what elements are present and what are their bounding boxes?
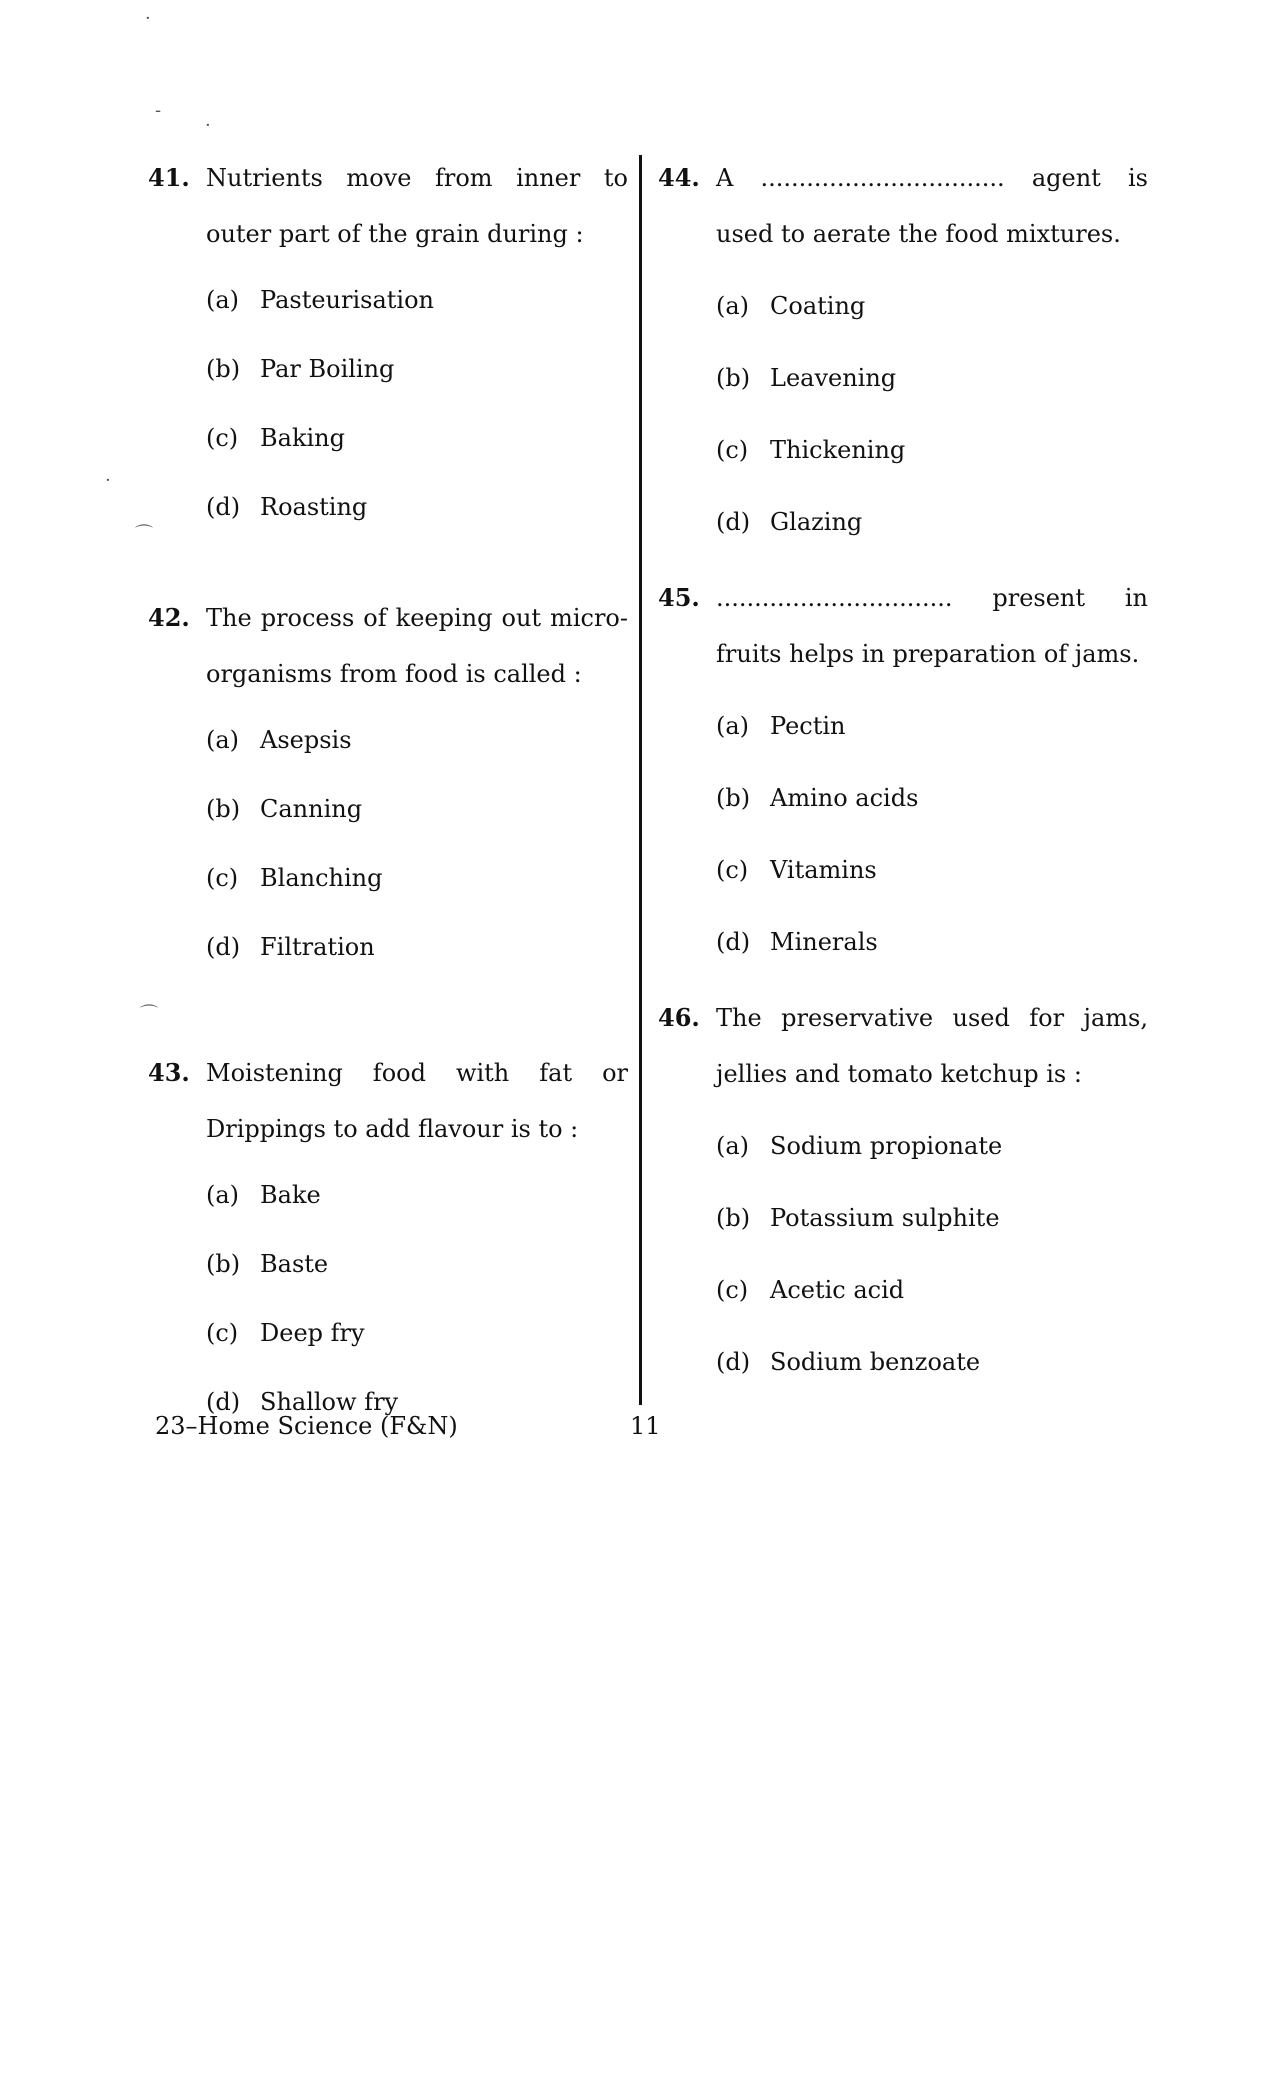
scan-speck: ⌒ <box>135 524 153 545</box>
option-a[interactable] <box>716 690 1148 762</box>
option-text: Sodium benzoate <box>770 1348 981 1376</box>
option-c[interactable] <box>206 1299 628 1368</box>
question-45 <box>658 570 1148 990</box>
option-letter: (d) <box>206 1388 241 1416</box>
option-b[interactable] <box>716 762 1148 834</box>
question-text: The preservative used for jams, jellies and tomato ketchup is : <box>716 1004 1148 1088</box>
option-text: Leavening <box>770 364 897 392</box>
options-list <box>206 1161 628 1437</box>
option-d[interactable] <box>716 1326 1148 1398</box>
option-letter: (b) <box>716 1204 751 1232</box>
option-text: Canning <box>260 795 363 823</box>
option-d[interactable] <box>716 906 1148 978</box>
question-number: 44. <box>658 163 700 192</box>
option-text: Vitamins <box>770 856 877 884</box>
option-letter: (c) <box>206 864 239 892</box>
option-text: Roasting <box>260 493 368 521</box>
options-list <box>206 266 628 542</box>
options-list <box>716 690 1148 978</box>
option-text: Par Boiling <box>260 355 395 383</box>
question-text: Nutrients move from inner to outer part of the grain during : <box>206 164 628 248</box>
option-text: Bake <box>260 1181 321 1209</box>
question-text: A ................................ agent is used to aerate the food mixtures. <box>716 164 1148 248</box>
question-number: 43. <box>148 1058 190 1087</box>
scan-speck: · <box>145 8 151 29</box>
scan-speck: · <box>105 470 111 491</box>
question-text: The process of keeping out micro-organisms from food is called : <box>206 604 628 688</box>
option-letter: (c) <box>206 424 239 452</box>
option-c[interactable] <box>206 404 628 473</box>
option-a[interactable] <box>206 1161 628 1230</box>
question-46 <box>658 990 1148 1398</box>
option-letter: (d) <box>716 928 751 956</box>
option-letter: (c) <box>716 436 749 464</box>
option-letter: (d) <box>716 1348 751 1376</box>
option-text: Baste <box>260 1250 329 1278</box>
scan-speck: ⌒ <box>140 1004 158 1025</box>
scan-speck: ‑ <box>155 100 162 121</box>
option-d[interactable] <box>206 913 628 982</box>
option-b[interactable] <box>206 1230 628 1299</box>
question-number: 45. <box>658 583 700 612</box>
option-text: Amino acids <box>770 784 919 812</box>
option-c[interactable] <box>716 1254 1148 1326</box>
option-b[interactable] <box>716 1182 1148 1254</box>
option-letter: (a) <box>206 726 240 754</box>
option-letter: (c) <box>206 1319 239 1347</box>
option-letter: (a) <box>716 712 750 740</box>
option-letter: (b) <box>206 1250 241 1278</box>
question-42 <box>148 590 628 1045</box>
option-text: Glazing <box>770 508 863 536</box>
option-letter: (b) <box>206 795 241 823</box>
option-a[interactable] <box>716 270 1148 342</box>
option-text: Sodium propionate <box>770 1132 1003 1160</box>
option-text: Baking <box>260 424 345 452</box>
options-list <box>716 1110 1148 1398</box>
option-text: Pectin <box>770 712 846 740</box>
option-b[interactable] <box>206 775 628 844</box>
option-letter: (d) <box>716 508 751 536</box>
question-text: ............................... present in fruits helps in preparation of jams. <box>716 584 1148 668</box>
question-41 <box>148 150 628 590</box>
question-number: 46. <box>658 1003 700 1032</box>
option-text: Thickening <box>770 436 906 464</box>
option-text: Asepsis <box>260 726 352 754</box>
option-text: Blanching <box>260 864 383 892</box>
question-number: 41. <box>148 163 190 192</box>
option-letter: (b) <box>716 364 751 392</box>
option-text: Pasteurisation <box>260 286 434 314</box>
option-text: Potassium sulphite <box>770 1204 1000 1232</box>
right-column <box>658 150 1148 1398</box>
option-b[interactable] <box>716 342 1148 414</box>
option-letter: (a) <box>716 292 750 320</box>
option-c[interactable] <box>716 834 1148 906</box>
option-letter: (b) <box>716 784 751 812</box>
question-44 <box>658 150 1148 570</box>
question-43 <box>148 1045 628 1437</box>
option-text: Acetic acid <box>770 1276 905 1304</box>
question-text: Moistening food with fat or Drippings to add flavour is to : <box>206 1059 628 1143</box>
option-letter: (b) <box>206 355 241 383</box>
options-list <box>206 706 628 982</box>
option-d[interactable] <box>716 486 1148 558</box>
option-letter: (c) <box>716 1276 749 1304</box>
option-letter: (a) <box>206 1181 240 1209</box>
option-letter: (c) <box>716 856 749 884</box>
option-c[interactable] <box>206 844 628 913</box>
option-a[interactable] <box>206 266 628 335</box>
option-letter: (a) <box>206 286 240 314</box>
option-letter: (d) <box>206 493 241 521</box>
option-a[interactable] <box>206 706 628 775</box>
option-text: Deep fry <box>260 1319 365 1347</box>
option-text: Minerals <box>770 928 878 956</box>
option-letter: (a) <box>716 1132 750 1160</box>
option-text: Filtration <box>260 933 375 961</box>
column-divider <box>639 155 642 1405</box>
option-d[interactable] <box>206 473 628 542</box>
option-b[interactable] <box>206 335 628 404</box>
option-a[interactable] <box>716 1110 1148 1182</box>
option-text: Coating <box>770 292 866 320</box>
footer-subject: 23–Home Science (F&N) <box>155 1412 458 1440</box>
option-c[interactable] <box>716 414 1148 486</box>
question-number: 42. <box>148 603 190 632</box>
scan-speck: · <box>205 115 211 136</box>
options-list <box>716 270 1148 558</box>
page-number: 11 <box>630 1412 661 1440</box>
option-text: Shallow fry <box>260 1388 399 1416</box>
option-letter: (d) <box>206 933 241 961</box>
left-column <box>148 150 628 1437</box>
